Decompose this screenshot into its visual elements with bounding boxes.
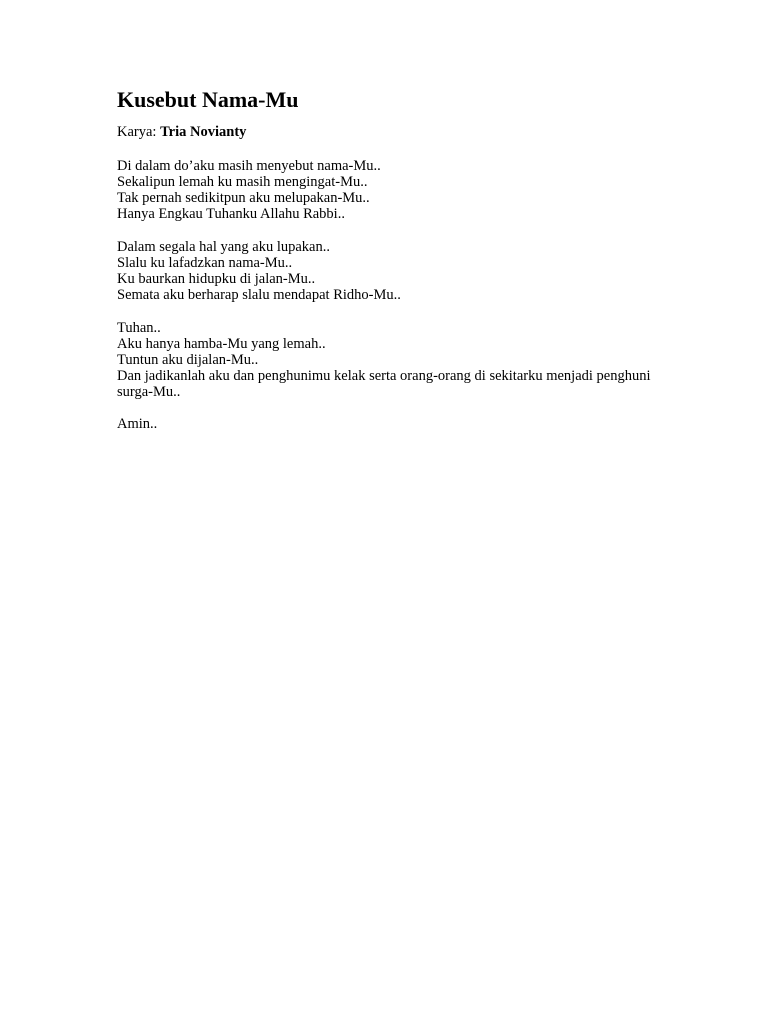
poem-content	[117, 86, 677, 432]
poem-line: Dalam segala hal yang aku lupakan..	[117, 239, 330, 255]
poem-line: Sekalipun lemah ku masih mengingat-Mu..	[117, 174, 368, 190]
poem-line: Tak pernah sedikitpun aku melupakan-Mu..	[117, 190, 370, 206]
author-name: Tria Novianty	[160, 124, 247, 140]
poem-title: Kusebut Nama-Mu	[117, 87, 299, 112]
poem-line: Tuntun aku dijalan-Mu..	[117, 352, 259, 368]
poem-line: Aku hanya hamba-Mu yang lemah..	[117, 336, 326, 352]
poem-line: Semata aku berharap slalu mendapat Ridho-Mu..	[117, 287, 401, 303]
stanza-3	[117, 320, 677, 400]
poem-line: Di dalam do’aku masih menyebut nama-Mu..	[117, 158, 381, 174]
poem-line: Slalu ku lafadzkan nama-Mu..	[117, 255, 293, 271]
author-label: Karya:	[117, 124, 161, 140]
poem-line: Dan jadikanlah aku dan penghunimu kelak serta orang-orang di sekitarku menjadi penghuni surga-Mu..	[117, 368, 651, 400]
poem-line: Tuhan..	[117, 320, 161, 336]
author-line	[117, 124, 677, 141]
poem-line: Hanya Engkau Tuhanku Allahu Rabbi..	[117, 206, 345, 222]
stanza-1	[117, 158, 677, 222]
poem-line: Ku baurkan hidupku di jalan-Mu..	[117, 271, 316, 287]
stanza-2	[117, 239, 677, 303]
closing-line: Amin..	[117, 416, 158, 432]
